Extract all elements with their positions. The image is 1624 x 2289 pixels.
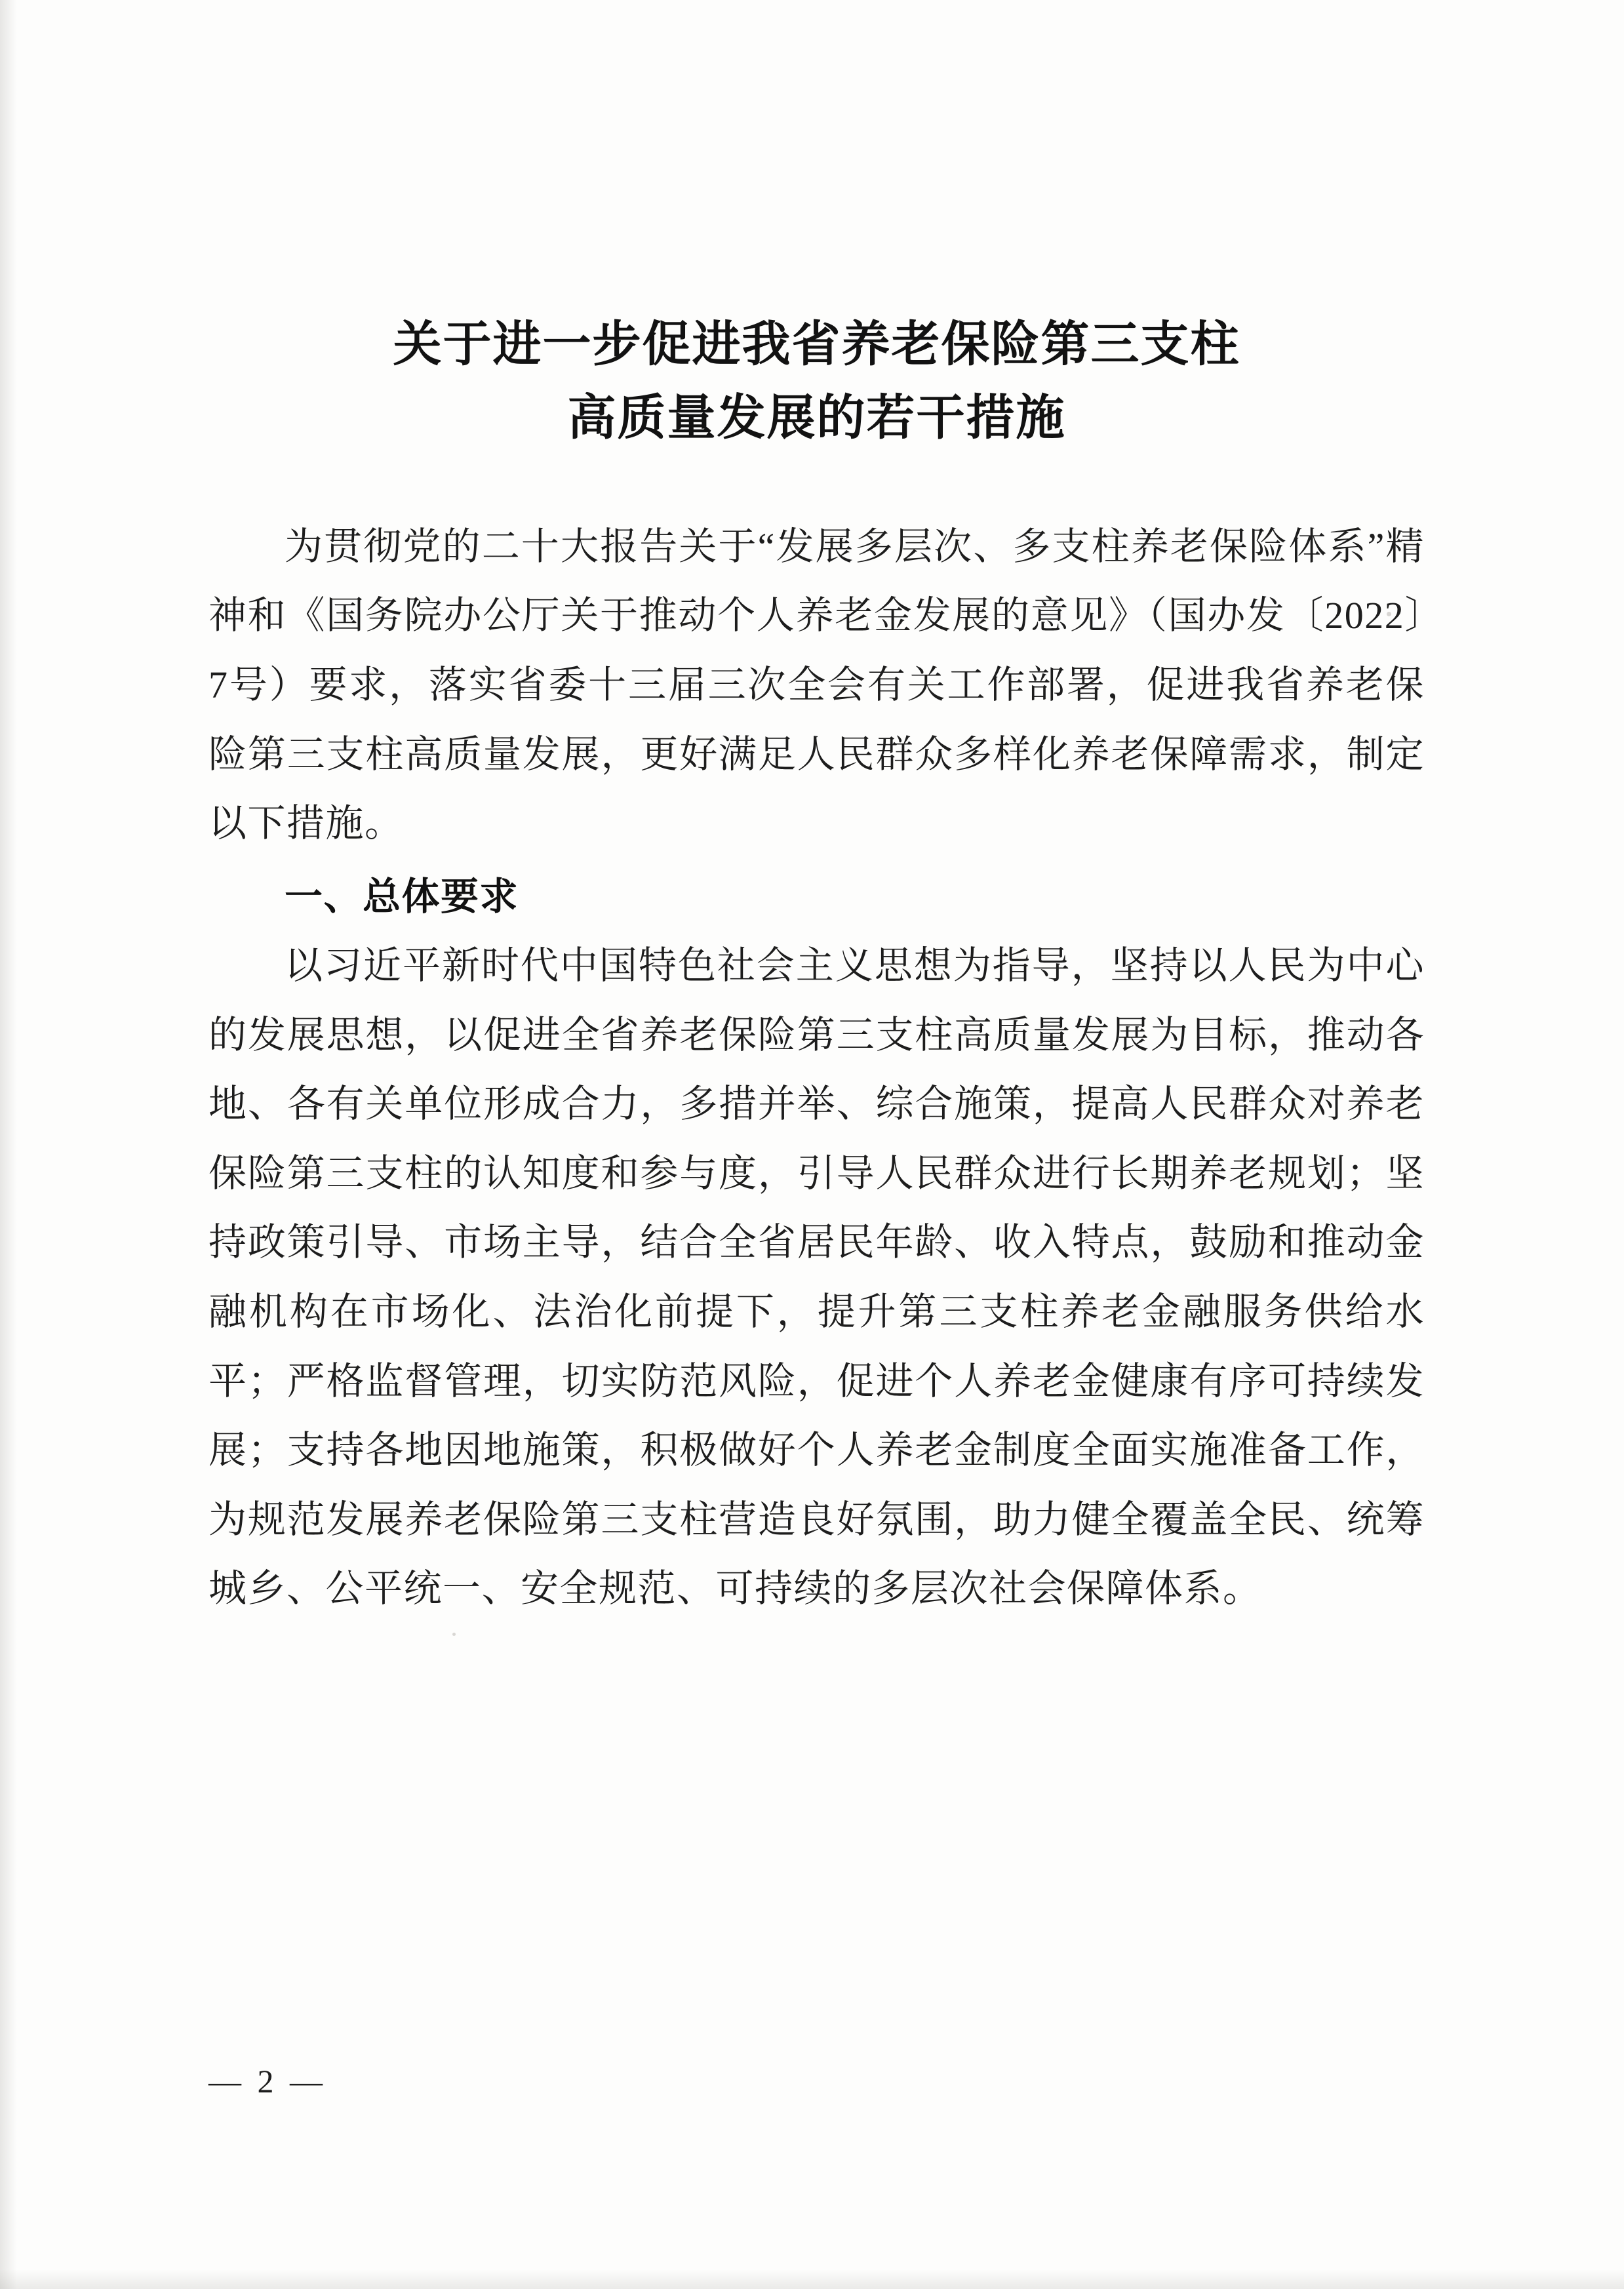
- page-title-line-1: 关于进一步促进我省养老保险第三支柱: [393, 318, 1240, 372]
- section-paragraph-general-requirements: 以习近平新时代中国特色社会主义思想为指导，坚持以人民为中心的发展思想，以促进全省养老保险第三支柱高质量发展为目标，推动各地、各有关单位形成合力，多措并举、综合施策，提高人民群众对养老保险第三支柱的认知度和参与度，引导人民群众进行长期养老规划；坚持政策引导、市场主导，结合全省居民年龄、收入特点，鼓励和推动金融机构在市场化、法治化前提下，提升第三支柱养老金融服务供给水平；严格监督管理，切实防范风险，促进个人养老金健康有序可持续发展；支持各地因地施策，积极做好个人养老金制度全面实施准备工作，为规范发展养老保险第三支柱营造良好氛围，助力健全覆盖全民、统筹城乡、公平统一、安全规范、可持续的多层次社会保障体系。: [208, 944, 1425, 1610]
- paper-speck: [452, 1633, 456, 1636]
- page-number-footer: — 2 —: [208, 2063, 327, 2100]
- section-heading-general-requirements: 一、总体要求: [285, 875, 519, 918]
- page-title: [208, 308, 1425, 456]
- page-edge-shading-left: [0, 0, 17, 2289]
- page-title-line-2: 高质量发展的若干措施: [567, 391, 1066, 446]
- intro-paragraph: 为贯彻党的二十大报告关于“发展多层次、多支柱养老保险体系”精神和《国务院办公厅关于推动个人养老金发展的意见》（国办发〔2022〕7号）要求，落实省委十三届三次全会有关工作部署，促进我省养老保险第三支柱高质量发展，更好满足人民群众多样化养老保障需求，制定以下措施。: [208, 525, 1425, 845]
- page-edge-shading-bottom: [0, 2269, 1624, 2289]
- document-content: [208, 512, 1425, 1623]
- document-body: [208, 308, 1425, 1626]
